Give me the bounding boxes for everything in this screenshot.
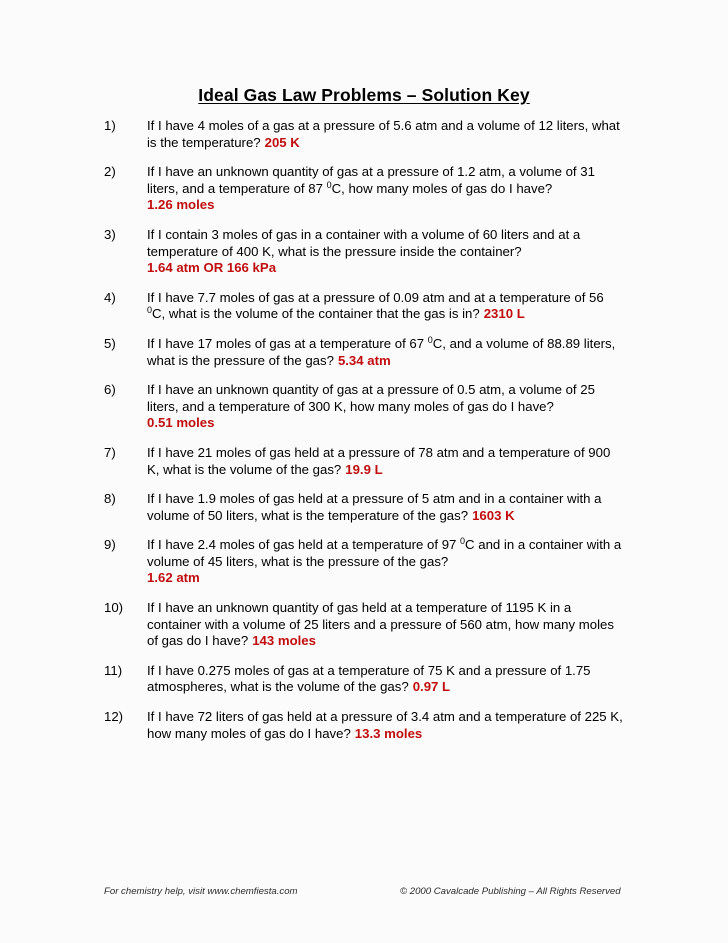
problem-item: [104, 491, 624, 524]
problem-number: 5): [104, 335, 116, 351]
problem-item: [104, 164, 624, 214]
problem-text: [147, 600, 624, 650]
problem-number: 12): [104, 709, 124, 725]
question-text-continued: C, how many moles of gas do I have?: [331, 180, 553, 196]
page-title: [0, 86, 728, 105]
question-text: If I have 72 liters of gas held at a pressure of 3.4 atm and a temperature of 225 K, how many moles of gas do I have?: [147, 709, 623, 741]
question-text: If I have 1.9 moles of gas held at a pressure of 5 atm and in a container with a volume of 50 liters, what is the temperature of the gas?: [147, 491, 602, 523]
problem-item: [104, 445, 624, 478]
problem-item: [104, 227, 624, 277]
problem-item: [104, 663, 624, 696]
problem-number: 1): [104, 118, 116, 133]
problem-number: 3): [104, 226, 116, 242]
answer-value: 205 K: [264, 134, 300, 150]
answer-value: 5.34 atm: [337, 352, 391, 368]
degree-superscript: 0: [326, 179, 332, 190]
problem-item: [104, 290, 624, 323]
answer-value: 1603 K: [472, 507, 515, 523]
question-text: If I have an unknown quantity of gas at a pressure of 0.5 atm, a volume of 25 liters, and a temperature of 300 K, how many moles of gas do I have?: [147, 382, 595, 414]
problem-number: 10): [104, 600, 124, 616]
degree-superscript: 0: [427, 334, 433, 345]
problem-text: [147, 290, 624, 323]
answer-value: 13.3 moles: [354, 725, 423, 741]
problem-number: 7): [104, 444, 116, 460]
footer-help-text: For chemistry help, visit www.chemfiesta.com: [104, 886, 298, 897]
answer-value: 2310 L: [483, 306, 525, 322]
problem-text: [147, 227, 624, 277]
problem-number: 2): [104, 164, 116, 180]
question-text-continued: C and in a container with a volume of 45 liters, what is the pressure of the gas?: [147, 537, 622, 569]
question-text-continued: C, and a volume of 88.89 liters, what is the pressure of the gas?: [147, 335, 616, 368]
problem-text: [147, 663, 624, 696]
problem-text: [147, 445, 624, 478]
question-text: If I have an unknown quantity of gas at a pressure of 1.2 atm, a volume of 31 liters, and a temperature of 87: [147, 164, 595, 196]
problem-number: 9): [104, 537, 116, 553]
question-text: If I have 2.4 moles of gas held at a temperature of 97: [147, 537, 461, 553]
question-text: If I contain 3 moles of gas in a container with a volume of 60 liters and at a temperature of 400 K, what is the pressure inside the container?: [147, 226, 581, 259]
problem-text: [147, 491, 624, 524]
answer-value: 1.26 moles: [147, 197, 215, 213]
degree-superscript: 0: [147, 305, 153, 316]
problem-number: 6): [104, 382, 116, 398]
question-text: If I have 17 moles of gas at a temperature of 67: [147, 335, 428, 351]
question-text-continued: C, what is the volume of the container that the gas is in?: [152, 306, 480, 322]
problem-item: [104, 382, 624, 432]
problem-number: 11): [104, 662, 123, 678]
answer-value: 143 moles: [252, 633, 316, 649]
footer-copyright: © 2000 Cavalcade Publishing – All Rights Reserved: [400, 886, 621, 897]
problem-text: [147, 164, 624, 214]
question-text: If I have 21 moles of gas held at a pressure of 78 atm and a temperature of 900 K, what is the volume of the gas?: [147, 444, 611, 477]
problem-item: [104, 336, 624, 369]
problem-item: [104, 709, 624, 742]
problem-text: [147, 382, 624, 432]
question-text: If I have 7.7 moles of gas at a pressure of 0.09 atm and at a temperature of 56: [147, 289, 604, 305]
question-text: If I have 4 moles of a gas at a pressure of 5.6 atm and a volume of 12 liters, what is the temperature?: [147, 118, 620, 150]
question-text: If I have 0.275 moles of gas at a temperature of 75 K and a pressure of 1.75 atmospheres, what is the volume of the gas?: [147, 662, 591, 695]
problem-number: 4): [104, 289, 116, 305]
problem-text: [147, 537, 624, 587]
problem-item: [104, 537, 624, 587]
problem-text: [147, 709, 624, 742]
problem-item: [104, 600, 624, 650]
answer-value: 1.62 atm: [147, 570, 200, 586]
page-title-text: Ideal Gas Law Problems – Solution Key: [198, 85, 530, 105]
problem-list: [104, 118, 624, 755]
answer-value: 0.51 moles: [147, 415, 215, 431]
answer-value: 19.9 L: [345, 461, 383, 477]
problem-number: 8): [104, 491, 116, 507]
problem-item: [104, 118, 624, 151]
problem-text: [147, 336, 624, 369]
question-text: If I have an unknown quantity of gas held at a temperature of 1195 K in a container with a volume of 25 liters and a pressure of 560 atm, how many moles of gas do I have?: [147, 600, 614, 649]
answer-value: 1.64 atm OR 166 kPa: [147, 260, 277, 276]
page-footer: [0, 886, 728, 906]
answer-value: 0.97 L: [412, 679, 451, 695]
problem-text: [147, 118, 624, 151]
degree-superscript: 0: [460, 536, 466, 547]
